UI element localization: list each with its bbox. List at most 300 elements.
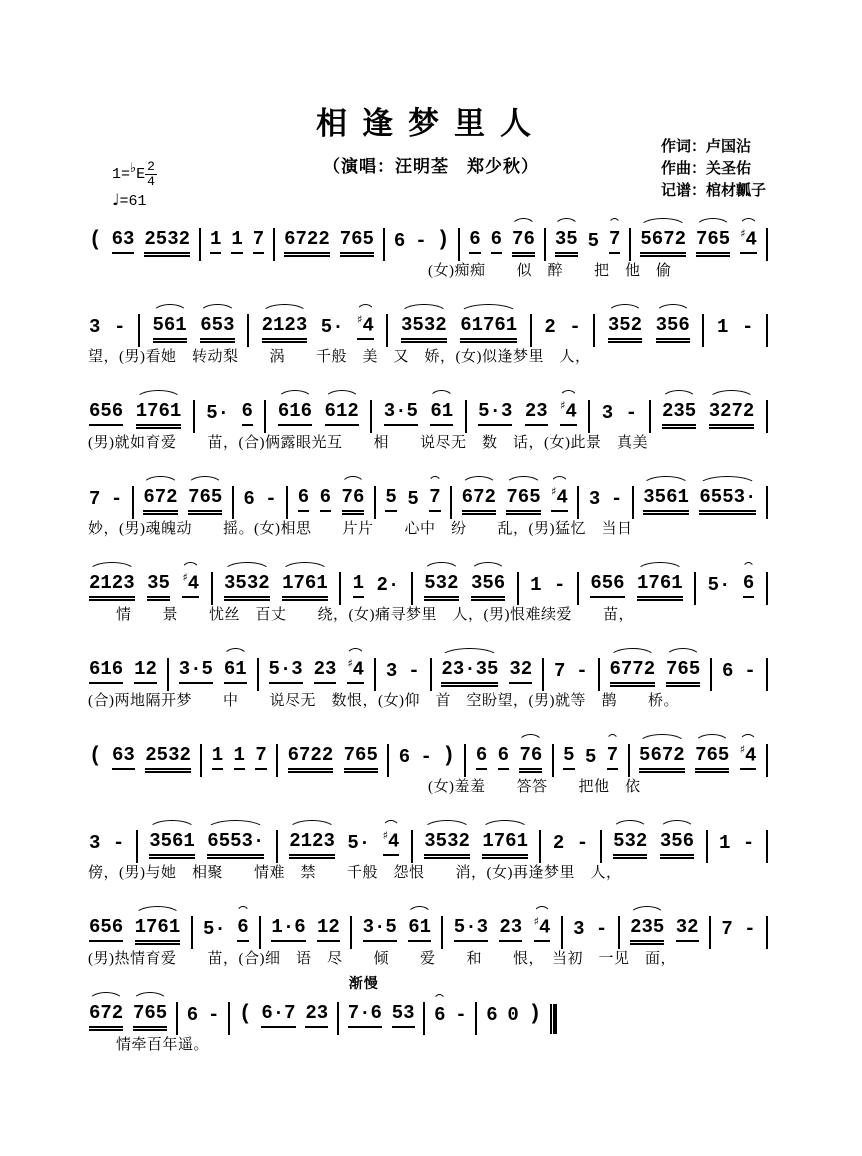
key-signature: [112, 160, 157, 210]
note-group: [743, 918, 756, 942]
note-text: 356: [471, 574, 505, 598]
note-group: [376, 574, 401, 598]
note-group: [88, 572, 136, 598]
barline-icon: [710, 658, 712, 691]
note-group: [132, 1002, 168, 1028]
barline-icon: [766, 486, 768, 519]
note-group: [230, 228, 243, 254]
note-text: 35: [147, 574, 170, 598]
credits-block: [661, 137, 766, 202]
key-line: [112, 160, 157, 188]
slur-arc-icon: [134, 906, 182, 916]
barline-icon: [629, 228, 631, 261]
note-group: [391, 1002, 416, 1028]
note-group: [562, 744, 575, 770]
note-text: 6: [320, 488, 331, 512]
note-text: 3: [385, 660, 398, 682]
note-group: [112, 832, 125, 856]
note-text: 23: [314, 660, 337, 684]
note-group: [608, 228, 621, 254]
note-group: [407, 916, 432, 942]
sharp-icon: ♯: [740, 226, 746, 240]
slur-arc-icon: [642, 476, 690, 486]
slur-arc-icon: [554, 218, 579, 228]
barline-icon: [386, 314, 388, 347]
slur-arc-icon: [655, 304, 691, 314]
note-text: 5: [584, 746, 597, 768]
note-group: [576, 832, 589, 856]
note-text: 1: [234, 746, 245, 770]
note-group: [505, 486, 541, 512]
barline-icon: [577, 572, 579, 605]
note-group: [88, 316, 101, 340]
note-text: 656: [89, 402, 123, 426]
note-group: [743, 660, 756, 684]
barline-icon: [766, 658, 768, 691]
note-text: 7: [429, 488, 440, 512]
note-group: [609, 658, 657, 684]
note-text: -: [744, 660, 756, 682]
slur-arc-icon: [341, 476, 366, 486]
note-group: [533, 916, 552, 942]
note-text: 3561: [643, 488, 689, 512]
note-text: 1761: [637, 574, 683, 598]
note-group: [283, 228, 331, 254]
note-text: 6: [237, 918, 248, 942]
note-text: 6: [743, 574, 754, 598]
slur-arc-icon: [440, 648, 499, 658]
note-group: [88, 658, 124, 684]
note-group: [111, 228, 136, 254]
note-text: ♯4: [560, 400, 577, 426]
note-group: [178, 658, 214, 684]
note-text: 1761: [135, 918, 181, 942]
barline-icon: [588, 400, 590, 433]
note-group: [481, 830, 529, 856]
note-text: 3: [89, 832, 101, 854]
note-group: [716, 316, 729, 340]
note-group: [661, 400, 697, 426]
barline-icon: [766, 228, 768, 261]
note-group: [261, 314, 309, 340]
note-group: [113, 316, 126, 340]
note-text: 7: [609, 230, 620, 254]
note-text: 5672: [639, 746, 685, 770]
note-text: 5·: [707, 574, 731, 596]
slur-arc-icon: [324, 390, 360, 400]
barline-icon: [530, 314, 532, 347]
note-group: [319, 486, 332, 512]
barline-icon: [593, 314, 595, 347]
note-group: [587, 230, 600, 254]
slur-arc-icon: [609, 648, 657, 658]
note-group: [343, 744, 379, 770]
barline-icon: [276, 744, 278, 777]
song-title: 相逢梦里人: [316, 106, 546, 141]
barline-icon: [200, 744, 202, 777]
note-text: 616: [89, 660, 123, 684]
note-group: [88, 745, 103, 770]
note-group: [88, 488, 101, 512]
note-text: 6: [486, 1004, 498, 1026]
barline-icon: [257, 658, 259, 691]
note-text: -: [610, 488, 623, 510]
lyrics-line: 望，(男)看她 转动梨 涡 千般 美 又 娇，(女)似逢梦里 人，: [88, 349, 591, 365]
barline-icon: [539, 830, 541, 863]
barline-icon: [132, 486, 134, 519]
slur-arc-icon: [152, 304, 188, 314]
note-text: -: [554, 574, 566, 596]
barline-icon: [383, 228, 385, 261]
notation-system: [88, 466, 768, 540]
sharp-icon: ♯: [382, 828, 388, 842]
note-text: 235: [630, 918, 664, 942]
note-group: [211, 744, 224, 770]
note-text: 653: [200, 316, 234, 340]
note-text: ♯4: [740, 228, 757, 254]
barline-icon: [766, 572, 768, 605]
slur-arc-icon: [695, 218, 731, 228]
note-group: [607, 314, 643, 340]
note-group: [568, 316, 581, 340]
note-group: [511, 228, 536, 254]
note-group: [207, 1004, 220, 1028]
note-text: -: [742, 832, 755, 854]
barline-icon: [702, 314, 704, 347]
note-group: [277, 400, 313, 426]
note-group: [252, 228, 265, 254]
barline-icon: [632, 486, 634, 519]
tempo-mark: 渐慢: [348, 977, 379, 992]
barline-icon: [694, 572, 696, 605]
note-text: -: [625, 402, 638, 424]
note-text: 1761: [282, 574, 328, 598]
note-group: [665, 658, 701, 684]
note-group: [346, 658, 365, 684]
note-text: 6722: [288, 746, 334, 770]
note-group: [698, 486, 757, 512]
barline-icon: [766, 400, 768, 433]
note-text: 63: [112, 230, 135, 254]
note-text: 1: [231, 230, 242, 254]
note-group: [601, 402, 614, 426]
note-text: 6: [398, 746, 411, 768]
note-text: 76: [519, 746, 542, 770]
notation-system: [88, 977, 768, 1056]
barline-icon: [517, 572, 519, 605]
note-group: [241, 400, 254, 426]
note-group: [143, 228, 191, 254]
slur-arc-icon: [505, 476, 541, 486]
note-group: [347, 977, 383, 1028]
barline-icon: [450, 486, 452, 519]
notation-system: [88, 810, 768, 884]
barline-icon: [465, 400, 467, 433]
notes-row: [88, 977, 557, 1028]
note-text: 3: [601, 402, 614, 424]
note-text: 2: [544, 316, 556, 338]
barline-icon: [542, 658, 544, 691]
note-group: [400, 314, 448, 340]
barline-icon: [232, 486, 234, 519]
tempo-value: =61: [119, 193, 147, 211]
note-text: 0: [507, 1004, 519, 1026]
note-text: 32: [509, 660, 532, 684]
note-group: [146, 572, 171, 598]
note-group: [202, 918, 227, 942]
barline-icon: [374, 658, 376, 691]
note-text: 356: [660, 832, 694, 856]
note-group: [708, 400, 756, 426]
note-text: 1: [210, 230, 221, 254]
note-group: [223, 572, 271, 598]
note-text: 7: [553, 660, 566, 682]
note-group: [595, 918, 608, 942]
note-group: [550, 486, 569, 512]
note-group: [529, 574, 542, 598]
note-text: 6: [491, 230, 502, 254]
note-text: 2532: [144, 230, 190, 254]
notation-system: [88, 638, 768, 712]
barline-icon: [430, 658, 432, 691]
slur-arc-icon: [281, 562, 329, 572]
barline-icon: [411, 572, 413, 605]
slur-arc-icon: [742, 562, 755, 572]
note-group: [316, 916, 341, 942]
slur-arc-icon: [236, 906, 249, 916]
note-group: [383, 400, 419, 426]
note-group: [721, 660, 734, 684]
notation-system: [88, 208, 768, 282]
key-letter: E: [136, 166, 146, 184]
score-body: [88, 208, 768, 1068]
note-group: [490, 228, 503, 254]
note-group: [423, 572, 459, 598]
notation-system: [88, 896, 768, 970]
note-group: [707, 574, 732, 598]
notation-system: [88, 380, 768, 454]
note-text: 6: [469, 230, 480, 254]
slur-arc-icon: [518, 734, 543, 744]
note-group: [407, 660, 420, 684]
slur-arc-icon: [659, 820, 695, 830]
note-text: 656: [590, 574, 624, 598]
lyrics-line: (女)痴痴 似 醉 把 他 偷: [428, 263, 672, 279]
note-group: [552, 832, 565, 856]
slur-arc-icon: [148, 820, 196, 830]
note-text: 6: [186, 1004, 199, 1026]
note-group: [406, 488, 419, 512]
slur-arc-icon: [636, 562, 684, 572]
barline-icon: [561, 916, 563, 949]
note-group: [88, 1002, 124, 1028]
barline-icon: [136, 830, 138, 863]
note-text: 61761: [460, 316, 517, 340]
note-group: [242, 488, 255, 512]
note-group: [741, 316, 754, 340]
note-text: 6772: [610, 660, 656, 684]
barline-icon: [618, 916, 620, 949]
note-text: 6·7: [261, 1004, 295, 1028]
note-text: 3532: [401, 316, 447, 340]
notation-system: [88, 552, 768, 626]
note-group: [636, 572, 684, 598]
note-text: 1: [530, 574, 542, 596]
note-text: (: [89, 745, 102, 768]
note-text: 6: [298, 488, 309, 512]
slur-arc-icon: [407, 906, 432, 916]
note-group: [429, 400, 454, 426]
note-text: -: [744, 918, 756, 940]
time-signature: [145, 160, 157, 188]
slur-arc-icon: [423, 820, 471, 830]
note-text: -: [113, 316, 126, 338]
slur-arc-icon: [132, 992, 168, 1002]
slur-arc-icon: [639, 218, 687, 228]
note-text: 3·5: [179, 660, 213, 684]
quarter-note-icon: ♩: [112, 190, 120, 210]
note-text: 3·5: [363, 918, 397, 942]
note-group: [264, 488, 277, 512]
note-text: 1·6: [271, 918, 305, 942]
note-group: [181, 572, 200, 598]
note-group: [148, 830, 196, 856]
note-group: [440, 658, 499, 684]
lyricist-credit: 作词：卢国沾: [660, 139, 751, 155]
notes-row: [88, 208, 768, 254]
note-group: [498, 916, 523, 942]
note-group: [254, 744, 267, 770]
note-group: [88, 916, 124, 942]
note-group: [423, 830, 471, 856]
sharp-icon: ♯: [560, 398, 566, 412]
note-text: 5·: [203, 918, 226, 940]
note-text: ♯4: [182, 572, 199, 598]
note-text: 61: [408, 918, 431, 942]
note-text: 356: [656, 316, 690, 340]
note-group: [695, 228, 731, 254]
note-text: 656: [89, 918, 123, 942]
note-text: -: [455, 1004, 467, 1026]
note-group: [639, 228, 687, 254]
barline-icon: [264, 400, 266, 433]
note-group: [362, 916, 398, 942]
note-text: 3272: [709, 402, 755, 426]
note-group: [742, 572, 755, 598]
sharp-icon: ♯: [357, 312, 363, 326]
barline-icon: [766, 314, 768, 347]
note-text: 6: [476, 746, 487, 770]
composer-credit: 作曲：关圣佑: [660, 160, 751, 177]
note-text: 6: [498, 746, 509, 770]
note-group: [152, 314, 188, 340]
note-text: ): [436, 229, 450, 252]
note-group: [281, 572, 329, 598]
note-group: [428, 486, 441, 512]
note-group: [459, 314, 518, 340]
barline-icon: [475, 1002, 477, 1035]
note-text: 6: [434, 1004, 446, 1026]
note-text: 12: [317, 918, 340, 942]
lyrics-line: 傍，(男)与她 相聚 情难 禁 千般 怨恨 消，(女)再逢梦里 人，: [88, 865, 622, 881]
slur-arc-icon: [261, 304, 309, 314]
slur-arc-icon: [481, 820, 529, 830]
barline-icon: [387, 744, 389, 777]
slur-arc-icon: [187, 476, 223, 486]
note-text: 1: [718, 832, 731, 854]
notes-row: [88, 896, 768, 942]
note-text: ♯4: [740, 744, 757, 770]
note-group: [461, 486, 497, 512]
slur-arc-icon: [612, 820, 648, 830]
note-text: -: [110, 488, 123, 510]
note-text: 3: [573, 918, 585, 940]
note-group: [206, 830, 265, 856]
slur-arc-icon: [135, 390, 183, 400]
lyrics-line: (合)两地隔开梦 中 说尽无 数恨，(女)仰 首 空盼望，(男)就等 鹊 桥。: [88, 693, 679, 709]
note-group: [223, 658, 248, 684]
notes-row: [88, 724, 768, 770]
barline-icon: [337, 1002, 339, 1035]
note-group: [133, 658, 158, 684]
sharp-icon: ♯: [551, 484, 557, 498]
slur-arc-icon: [661, 390, 697, 400]
note-text: 5·: [347, 832, 371, 854]
note-group: [260, 1002, 296, 1028]
slur-arc-icon: [459, 304, 518, 314]
barline-icon: [441, 916, 443, 949]
barline-icon: [273, 228, 275, 261]
notes-row: [88, 810, 768, 856]
slur-arc-icon: [223, 562, 271, 572]
note-text: 23·35: [441, 660, 498, 684]
slur-arc-icon: [698, 476, 757, 486]
note-text: ): [528, 1003, 542, 1026]
note-group: [313, 658, 338, 684]
note-text: 2·: [376, 574, 400, 596]
note-group: [638, 744, 686, 770]
key-prefix: 1=: [112, 166, 131, 184]
slur-arc-icon: [428, 476, 441, 486]
barline-icon: [411, 830, 413, 863]
slur-arc-icon: [88, 992, 124, 1002]
note-text: 5·3: [478, 402, 512, 426]
lyrics-line: 情 景 忧丝 百丈 绕，(女)痛寻梦里 人，(男)恨难续爱 苗，: [116, 607, 634, 623]
note-text: 35: [555, 230, 578, 254]
final-barline-icon: [550, 1004, 557, 1034]
notes-row: [88, 552, 768, 598]
note-text: 6: [243, 488, 255, 510]
note-group: [233, 744, 246, 770]
transcriber-credit: 记谱：棺材瓤子: [660, 182, 766, 199]
note-group: [420, 746, 433, 770]
barline-icon: [339, 572, 341, 605]
barline-icon: [464, 744, 466, 777]
note-text: 7: [89, 488, 101, 510]
note-text: -: [265, 488, 277, 510]
note-group: [584, 746, 597, 770]
note-group: [270, 916, 306, 942]
note-group: [739, 228, 758, 254]
note-group: [142, 486, 178, 512]
note-text: 3·5: [384, 402, 418, 426]
slur-arc-icon: [665, 648, 701, 658]
lyrics-line: (女)羞羞 答答 把他 依: [428, 779, 641, 795]
note-text: 3532: [224, 574, 270, 598]
barline-icon: [350, 916, 352, 949]
barline-icon: [199, 228, 201, 261]
lyrics-line: 情牵百年遥。: [116, 1037, 210, 1053]
